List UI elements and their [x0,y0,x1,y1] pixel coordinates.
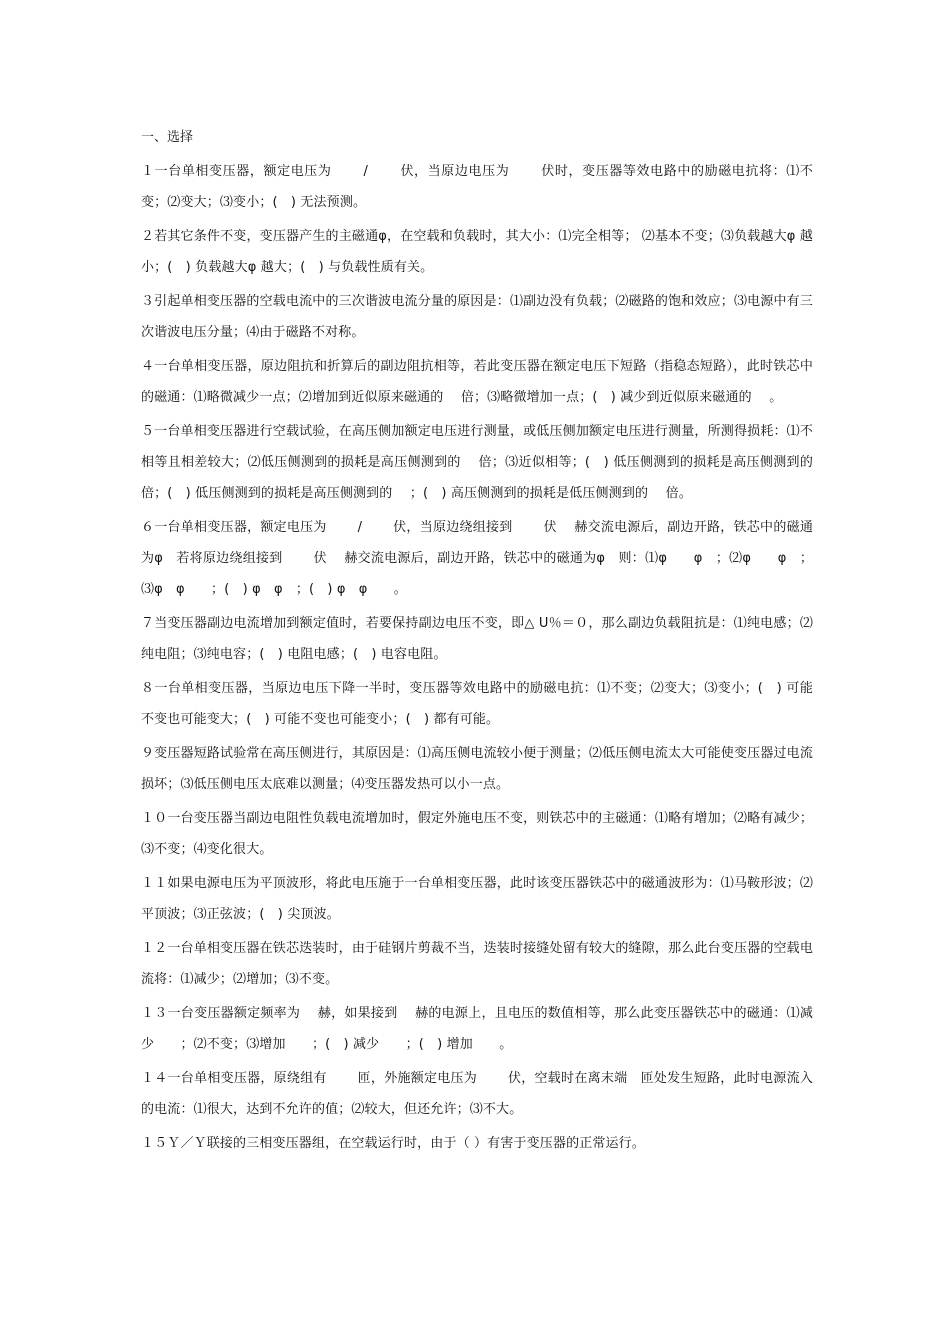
question-10: １０一台变压器当副边电阻性负载电流增加时，假定外施电压不变，则铁芯中的主磁通：⑴略有增加；⑵略有减少；⑶不变；⑷变化很大。 [141,811,813,857]
question-4: ４一台单相变压器，原边阻抗和折算后的副边阻抗相等，若此变压器在额定电压下短路（指稳态短路），此时铁芯中的磁通：⑴略微减少一点；⑵增加到近似原来磁通的 倍；⑶略微增加一点；( ) 减少到近似原来磁通的 。 [141,359,813,405]
question-11: １１如果电源电压为平顶波形，将此电压施于一台单相变压器，此时该变压器铁芯中的磁通波形为：⑴马鞍形波；⑵平顶波；⑶正弦波；( ) 尖顶波。 [141,876,813,922]
question-list [141,156,831,1159]
question-5: ５一台单相变压器进行空载试验，在高压侧加额定电压进行测量，或低压侧加额定电压进行测量，所测得损耗：⑴不相等且相差较大；⑵低压侧测到的损耗是高压侧测到的 倍；⑶近似相等；( ) 低压侧测到的损耗是高压侧测到的 倍；( ) 低压侧测到的损耗是高压侧测到的 ；( ) 高压侧测到的损耗是低压侧测到的 倍。 [141,424,831,501]
section-title: 一、选择 [141,130,194,145]
question-3: ３引起单相变压器的空载电流中的三次谐波电流分量的原因是：⑴副边没有负载；⑵磁路的饱和效应；⑶电源中有三次谐波电压分量；⑷由于磁路不对称。 [141,294,813,340]
question-15: １５Ｙ／Ｙ联接的三相变压器组，在空载运行时，由于（ ）有害于变压器的正常运行。 [141,1136,645,1151]
question-9: ９变压器短路试验常在高压侧进行，其原因是：⑴高压侧电流较小便于测量；⑵低压侧电流太大可能使变压器过电流损坏；⑶低压侧电压太底难以测量；⑷变压器发热可以小一点。 [141,746,813,792]
document-body [141,124,831,1162]
question-7: ７当变压器副边电流增加到额定值时，若要保持副边电压不变，即△ U％＝０，那么副边负载阻抗是：⑴纯电感；⑵纯电阻；⑶纯电容；( ) 电阻电感；( ) 电容电阻。 [141,616,813,662]
question-14: １４一台单相变压器，原绕组有 匝，外施额定电压为 伏，空载时在离末端 匝处发生短路，此时电源流入的电流：⑴很大，达到不允许的值；⑵较大，但还允许；⑶不大。 [141,1071,813,1117]
question-1: １一台单相变压器，额定电压为 / 伏，当原边电压为 伏时，变压器等效电路中的励磁电抗将：⑴不变；⑵变大；⑶变小；( ) 无法预测。 [141,164,813,210]
question-12: １２一台单相变压器在铁芯迭装时，由于硅钢片剪裁不当，迭装时接缝处留有较大的缝隙，那么此台变压器的空载电流将：⑴减少；⑵增加；⑶不变。 [141,941,813,987]
question-8: ８一台单相变压器，当原边电压下降一半时，变压器等效电路中的励磁电抗：⑴不变；⑵变大；⑶变小；( ) 可能不变也可能变大；( ) 可能不变也可能变小；( ) 都有可能。 [141,681,813,727]
question-6: ６一台单相变压器，额定电压为 / 伏，当原边绕组接到 伏 赫交流电源后，副边开路，铁芯中的磁通为φ 若将原边绕组接到 伏 赫交流电源后，副边开路，铁芯中的磁通为φ 则：⑴φ φ ；⑵φ φ ；⑶φ φ ；( ) φ φ ；( ) φ φ 。 [141,520,813,597]
question-13: １３一台变压器额定频率为 赫，如果接到 赫的电源上，且电压的数值相等，那么此变压器铁芯中的磁通：⑴减少 ；⑵不变；⑶增加 ；( ) 减少 ；( ) 增加 。 [141,1006,813,1052]
question-2: ２若其它条件不变，变压器产生的主磁通φ，在空载和负载时，其大小：⑴完全相等； ⑵基本不变；⑶负载越大φ 越小；( ) 负载越大φ 越大；( ) 与负载性质有关。 [141,229,813,275]
